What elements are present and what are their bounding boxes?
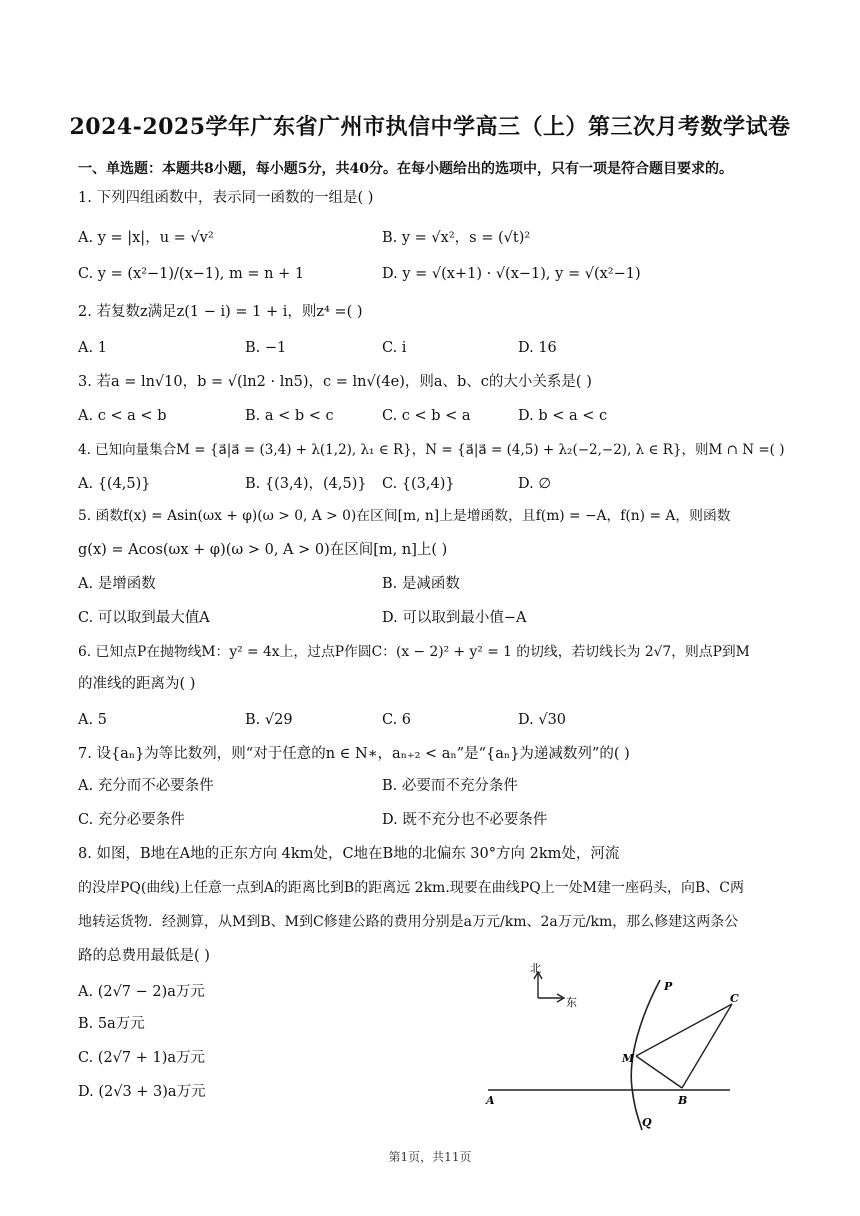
q7-option-d: D. 既不充分也不必要条件 bbox=[382, 812, 548, 828]
q4-stem: 4. 已知向量集合M = {a⃗|a⃗ = (3,4) + λ(1,2), λ₁ ∈ R}，N = {a⃗|a⃗ = (4,5) + λ₂(−2,−2), λ ∈ R}，则M ∩ N =( ) bbox=[78, 442, 785, 458]
q3-option-b: B. a < b < c bbox=[245, 408, 334, 424]
q7-option-b: B. 必要而不充分条件 bbox=[382, 778, 518, 794]
q8-figure bbox=[480, 958, 800, 1138]
q6-option-b: B. √29 bbox=[245, 712, 293, 728]
page-footer: 第1页，共11页 bbox=[388, 1150, 472, 1164]
q5-stem-line2: g(x) = Acos(ωx + φ)(ω > 0, A > 0)在区间[m, n]上( ) bbox=[78, 542, 448, 558]
q7-option-a: A. 充分而不必要条件 bbox=[78, 778, 214, 794]
q6-stem-line2: 的准线的距离为( ) bbox=[78, 676, 196, 692]
page-title: 2024-2025学年广东省广州市执信中学高三（上）第三次月考数学试卷 bbox=[69, 114, 791, 140]
compass-east-label: 东 bbox=[566, 996, 577, 1009]
q3-option-d: D. b < a < c bbox=[518, 408, 608, 424]
q8-stem-line4: 路的总费用最低是( ) bbox=[78, 948, 210, 964]
q3-option-a: A. c < a < b bbox=[78, 408, 167, 424]
q8-option-c: C. (2√7 + 1)a万元 bbox=[78, 1050, 206, 1066]
label-b: B bbox=[678, 1094, 688, 1107]
q1-option-b: B. y = √x²，s = (√t)² bbox=[382, 230, 531, 246]
q8-option-d: D. (2√3 + 3)a万元 bbox=[78, 1084, 206, 1100]
q2-option-a: A. 1 bbox=[78, 340, 107, 356]
q1-stem: 1. 下列四组函数中，表示同一函数的一组是( ) bbox=[78, 190, 374, 206]
q4-option-c: C. {(3,4)} bbox=[382, 476, 455, 492]
q2-stem: 2. 若复数z满足z(1 − i) = 1 + i，则z⁴ =( ) bbox=[78, 304, 363, 320]
compass-icon bbox=[534, 972, 564, 1002]
q8-stem-line2: 的没岸PQ(曲线)上任意一点到A的距离比到B的距离远 2km.现要在曲线PQ上一处M建一座码头，向B、C两 bbox=[78, 880, 745, 896]
q8-stem-line3: 地转运货物．经测算，从M到B、M到C修建公路的费用分别是a万元/km、2a万元/km，那么修建这两条公 bbox=[78, 914, 739, 930]
q7-option-c: C. 充分必要条件 bbox=[78, 812, 185, 828]
q7-stem: 7. 设{aₙ}为等比数列，则“对于任意的n ∈ N∗，aₙ₊₂ < aₙ”是“{aₙ}为递减数列”的( ) bbox=[78, 746, 630, 762]
q1-option-a: A. y = |x|，u = √v² bbox=[78, 230, 214, 246]
q1-option-c: C. y = (x²−1)/(x−1), m = n + 1 bbox=[78, 266, 305, 282]
q3-option-c: C. c < b < a bbox=[382, 408, 471, 424]
q6-option-c: C. 6 bbox=[382, 712, 412, 728]
q4-option-a: A. {(4,5)} bbox=[78, 476, 151, 492]
label-q: Q bbox=[642, 1116, 652, 1129]
section-heading: 一、单选题：本题共8小题，每小题5分，共40分。在每小题给出的选项中，只有一项是符合题目要求的。 bbox=[78, 161, 733, 177]
q5-option-a: A. 是增函数 bbox=[78, 576, 156, 592]
label-c: C bbox=[730, 992, 739, 1005]
label-m: M bbox=[622, 1052, 635, 1065]
label-a: A bbox=[486, 1094, 495, 1107]
q6-option-d: D. √30 bbox=[518, 712, 567, 728]
compass-north-label: 北 bbox=[530, 962, 541, 975]
q4-option-d: D. ∅ bbox=[518, 476, 551, 492]
segment-bc bbox=[682, 1004, 732, 1088]
segment-mc bbox=[636, 1004, 732, 1056]
q1-option-d: D. y = √(x+1) · √(x−1), y = √(x²−1) bbox=[382, 266, 641, 282]
q8-option-a: A. (2√7 − 2)a万元 bbox=[78, 984, 205, 1000]
river-bank-curve bbox=[631, 980, 660, 1130]
q6-stem-line1: 6. 已知点P在抛物线M：y² = 4x上，过点P作圆C：(x − 2)² + y² = 1 的切线，若切线长为 2√7，则点P到M bbox=[78, 644, 750, 660]
q6-option-a: A. 5 bbox=[78, 712, 107, 728]
q8-stem-line1: 8. 如图，B地在A地的正东方向 4km处，C地在B地的北偏东 30°方向 2km处，河流 bbox=[78, 846, 620, 862]
q2-option-c: C. i bbox=[382, 340, 407, 356]
segment-mb bbox=[636, 1056, 682, 1088]
label-p: P bbox=[664, 980, 673, 993]
q2-option-d: D. 16 bbox=[518, 340, 557, 356]
q5-option-b: B. 是减函数 bbox=[382, 576, 460, 592]
q5-stem-line1: 5. 函数f(x) = Asin(ωx + φ)(ω > 0, A > 0)在区间[m, n]上是增函数，且f(m) = −A，f(n) = A，则函数 bbox=[78, 508, 731, 524]
q5-option-d: D. 可以取到最小值−A bbox=[382, 610, 527, 626]
q5-option-c: C. 可以取到最大值A bbox=[78, 610, 210, 626]
q2-option-b: B. −1 bbox=[245, 340, 287, 356]
q4-option-b: B. {(3,4)，(4,5)} bbox=[245, 476, 367, 492]
q8-option-b: B. 5a万元 bbox=[78, 1016, 145, 1032]
q3-stem: 3. 若a = ln√10，b = √(ln2 · ln5)，c = ln√(4e)，则a、b、c的大小关系是( ) bbox=[78, 374, 592, 390]
